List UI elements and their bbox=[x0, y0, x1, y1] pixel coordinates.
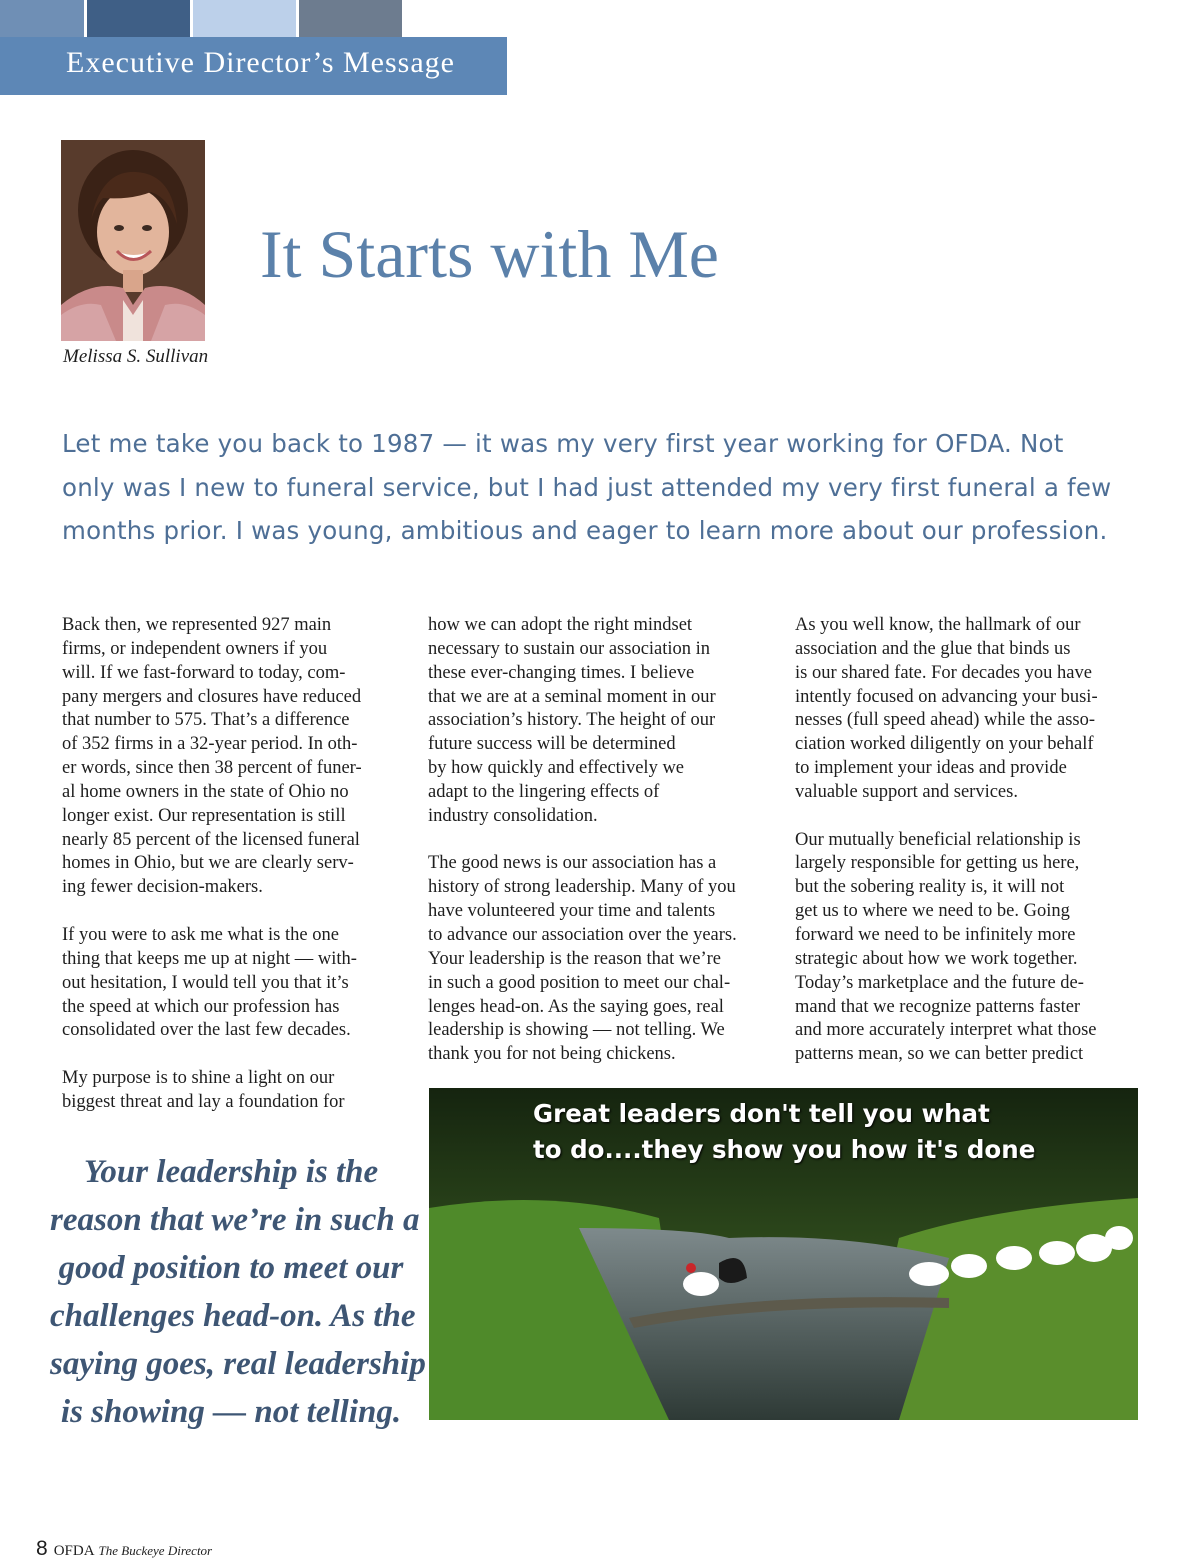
photo-caption bbox=[533, 1096, 1035, 1168]
body-line: Our mutually beneficial relationship is bbox=[795, 829, 1081, 850]
body-line: My purpose is to shine a light on our bbox=[62, 1068, 335, 1089]
body-line: firms, or independent owners if you bbox=[62, 638, 328, 659]
body-line: will. If we fast-forward to today, com- bbox=[62, 662, 346, 683]
paragraph-gap bbox=[62, 1043, 407, 1067]
body-line: ing fewer decision-makers. bbox=[62, 877, 263, 898]
body-line: association’s history. The height of our bbox=[428, 710, 716, 731]
body-line: Today’s marketplace and the future de- bbox=[795, 972, 1084, 993]
body-line: by how quickly and effectively we bbox=[428, 758, 685, 779]
body-line: necessary to sustain our association in bbox=[428, 638, 711, 659]
pull-quote-line: Your leadership is the bbox=[83, 1154, 379, 1190]
body-line: history of strong leadership. Many of you bbox=[428, 877, 736, 898]
body-line: in such a good position to meet our chal- bbox=[428, 972, 731, 993]
body-line: the speed at which our profession has bbox=[62, 996, 340, 1017]
footer-publication: The Buckeye Director bbox=[98, 1543, 213, 1558]
body-line: that we are at a seminal moment in our bbox=[428, 686, 716, 707]
body-line: these ever-changing times. I believe bbox=[428, 662, 695, 683]
body-line: and more accurately interpret what those bbox=[795, 1020, 1097, 1041]
page-number: 8 bbox=[36, 1537, 48, 1560]
body-line: to advance our association over the years. bbox=[428, 924, 737, 945]
pull-quote-line: challenges head-on. As the bbox=[50, 1298, 416, 1334]
body-line: industry consolidation. bbox=[428, 805, 598, 826]
body-line: homes in Ohio, but we are clearly serv- bbox=[62, 853, 354, 874]
body-line: that number to 575. That’s a difference bbox=[62, 710, 350, 731]
body-line: valuable support and services. bbox=[795, 781, 1018, 802]
page-footer bbox=[36, 1537, 212, 1561]
paragraph-gap bbox=[428, 829, 773, 853]
body-line: intently focused on advancing your busi- bbox=[795, 686, 1098, 707]
body-line: is our shared fate. For decades you have bbox=[795, 662, 1092, 683]
body-line: biggest threat and lay a foundation for bbox=[62, 1091, 345, 1112]
body-line: Back then, we represented 927 main bbox=[62, 615, 332, 635]
body-line: al home owners in the state of Ohio no bbox=[62, 781, 349, 802]
body-line: adapt to the lingering effects of bbox=[428, 781, 660, 802]
body-line: If you were to ask me what is the one bbox=[62, 924, 339, 945]
body-line: er words, since then 38 percent of funer- bbox=[62, 758, 362, 779]
body-column-1 bbox=[62, 614, 407, 1115]
body-column-2 bbox=[428, 614, 773, 1067]
body-line: nesses (full speed ahead) while the asso- bbox=[795, 710, 1096, 731]
lead-line: Let me take you back to 1987 — it was my very first year working for OFDA. Not bbox=[62, 429, 1064, 458]
lead-line: only was I new to funeral service, but I had just attended my very first funeral a few bbox=[62, 472, 1112, 502]
body-line: of 352 firms in a 32-year period. In oth- bbox=[62, 734, 358, 755]
leadership-photo bbox=[429, 1088, 1138, 1420]
paragraph-gap bbox=[62, 900, 407, 924]
body-line: mand that we recognize patterns faster bbox=[795, 996, 1081, 1017]
body-column-3 bbox=[795, 614, 1145, 1067]
body-line: Your leadership is the reason that we’re bbox=[428, 948, 722, 969]
body-line: nearly 85 percent of the licensed funeral bbox=[62, 829, 360, 850]
pull-quote-line: is showing — not telling. bbox=[60, 1394, 402, 1430]
body-line: patterns mean, so we can better predict bbox=[795, 1044, 1084, 1065]
body-line: largely responsible for getting us here, bbox=[795, 853, 1080, 874]
body-line: get us to where we need to be. Going bbox=[795, 901, 1070, 922]
header-tab-decor bbox=[299, 0, 402, 37]
pull-quote bbox=[50, 1148, 426, 1436]
footer-org: OFDA bbox=[53, 1543, 95, 1559]
body-line: thank you for not being chickens. bbox=[428, 1044, 676, 1065]
pull-quote-line: saying goes, real leadership bbox=[50, 1346, 426, 1382]
pull-quote-line: good position to meet our bbox=[58, 1250, 404, 1286]
body-line: but the sobering reality is, it will not bbox=[795, 877, 1065, 898]
body-line: The good news is our association has a bbox=[428, 853, 717, 874]
body-line: consolidated over the last few decades. bbox=[62, 1020, 351, 1041]
body-line: strategic about how we work together. bbox=[795, 948, 1078, 969]
header-tab-decor bbox=[193, 0, 296, 37]
body-line: association and the glue that binds us bbox=[795, 638, 1071, 659]
body-line: future success will be determined bbox=[428, 734, 676, 755]
body-line: leadership is showing — not telling. We bbox=[428, 1020, 725, 1041]
header-tab-decor bbox=[0, 0, 84, 37]
pull-quote-line: reason that we’re in such a bbox=[50, 1202, 420, 1238]
body-line: ciation worked diligently on your behalf bbox=[795, 734, 1094, 755]
body-line: to implement your ideas and provide bbox=[795, 758, 1067, 779]
lead-line: months prior. I was young, ambitious and eager to learn more about our profession. bbox=[62, 516, 1108, 545]
body-line: lenges head-on. As the saying goes, real bbox=[428, 996, 724, 1017]
body-line: thing that keeps me up at night — with- bbox=[62, 948, 357, 969]
lead-paragraph bbox=[62, 422, 1152, 553]
body-line: have volunteered your time and talents bbox=[428, 901, 716, 922]
section-title: Executive Director’s Message bbox=[66, 46, 455, 79]
body-line: pany mergers and closures have reduced bbox=[62, 686, 362, 707]
body-line: longer exist. Our representation is still bbox=[62, 805, 346, 826]
paragraph-gap bbox=[795, 805, 1145, 829]
body-line: forward we need to be infinitely more bbox=[795, 924, 1076, 945]
photo-caption-line: Great leaders don't tell you what bbox=[533, 1099, 990, 1128]
body-line: As you well know, the hallmark of our bbox=[795, 615, 1081, 635]
author-caption: Melissa S. Sullivan bbox=[63, 346, 209, 367]
header-tab-decor bbox=[87, 0, 190, 37]
photo-caption-line: to do....they show you how it's done bbox=[533, 1135, 1036, 1164]
body-line: how we can adopt the right mindset bbox=[428, 615, 693, 635]
body-line: out hesitation, I would tell you that it’s bbox=[62, 972, 349, 993]
author-portrait bbox=[61, 140, 205, 341]
article-headline: It Starts with Me bbox=[260, 216, 719, 292]
